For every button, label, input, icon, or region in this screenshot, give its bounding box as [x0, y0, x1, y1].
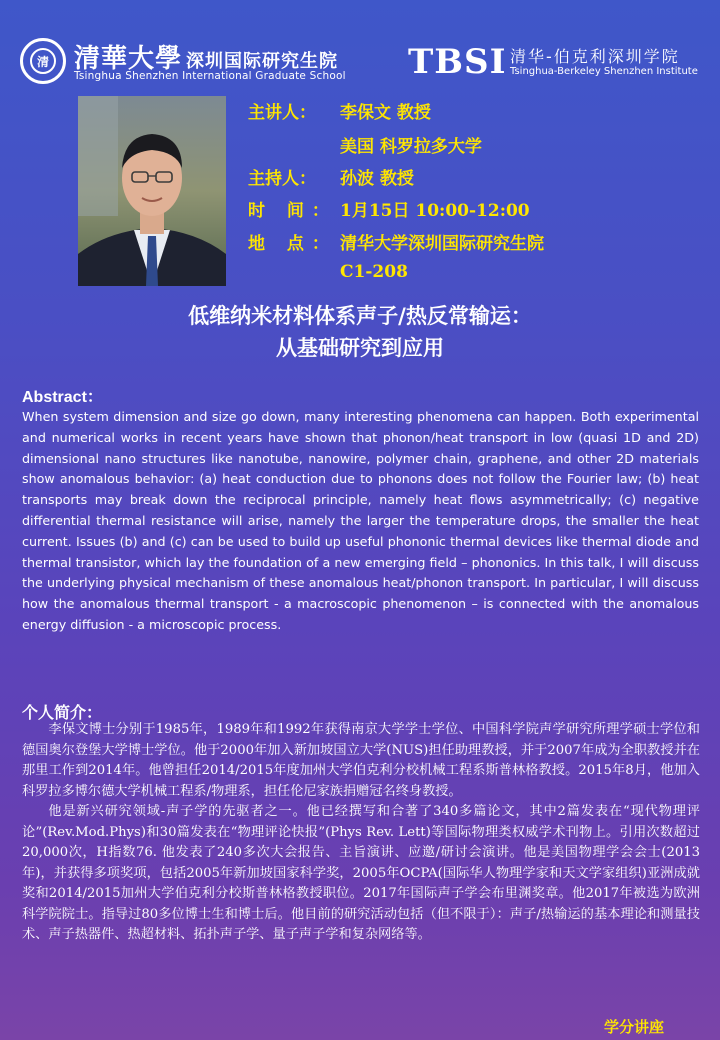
- title-line-2: 从基础研究到应用: [276, 335, 444, 360]
- tsinghua-seal-icon: [20, 38, 66, 84]
- place-value: 清华大学深圳国际研究生院: [340, 234, 544, 254]
- time-row: [248, 196, 530, 221]
- speaker-portrait-icon: [78, 96, 226, 286]
- abstract-heading: Abstract：: [22, 389, 103, 406]
- talk-title: [0, 300, 720, 364]
- bio-heading: 个人简介：: [22, 703, 103, 722]
- tsinghua-seal-center: 清: [30, 48, 56, 74]
- room-value: C1-208: [340, 262, 408, 282]
- speaker-label: 主讲人：: [248, 103, 316, 123]
- time-value: 1月15日 10:00-12:00: [340, 201, 530, 221]
- tsinghua-sub: 深圳国际研究生院: [186, 51, 339, 72]
- speaker-photo: [78, 96, 226, 286]
- place-label: 地 点：: [248, 234, 337, 254]
- bio-paragraph-2: 他是新兴研究领域-声子学的先驱者之一。他已经撰写和合著了340多篇论文，其中2篇发表在“现代物理评论”(Rev.Mod.Phys)和30篇发表在“物理评论快报”(Phys Rev. Lett)等国际物理类权威学术刊物上。引用次数超过20,000次，H指数76. 他发表了240多次大会报告、主旨演讲、应邀/研讨会演讲。他是美国物理学会会士(2013年)，并获得多项奖项，包括2005年新加坡国家科学奖，2005年OCPA(国际华人物理学家和天文学家组织)亚洲成就奖和2014/2015加州大学伯克利分校斯普林格教授职位。2017年国际声子学会布里渊奖章。他2017年被选为欧洲科学院院士。指导过80多位博士生和博士后。他目前的研究活动包括（但不限于）：声子/热输运的基本理论和测量技术、声子热器件、热超材料、拓扑声子学、量子声子学和复杂网络等。: [22, 804, 700, 942]
- tbsi-cn-name: 清华-伯克利深圳学院: [510, 47, 680, 66]
- title-line-1: 低维纳米材料体系声子/热反常输运：: [188, 303, 532, 328]
- tbsi-logo: TBSI: [408, 42, 507, 82]
- tbsi-en-name: Tsinghua-Berkeley Shenzhen Institute: [510, 66, 698, 77]
- bio-text: [22, 720, 700, 946]
- host-name: 孙波 教授: [340, 169, 414, 189]
- speaker-name: 李保文 教授: [340, 103, 431, 123]
- time-label: 时 间：: [248, 201, 337, 221]
- tsinghua-en-name: Tsinghua Shenzhen International Graduate School: [74, 70, 346, 82]
- abstract-text: When system dimension and size go down, many interesting phenomena can happen. Both experimental and numerical works in recent years have shown that phonon/heat transport in low (quasi 1D and 2D) dimensional nano structures like nanotube, nanowire, polymer chain, graphene, and other 2D materials show anomalous behavior: (a) heat conduction due to phonons does not follow the Fourier law; (b) heat transports may break down the reciprocal principle, namely heat flows asymmetrically; (c) negative differential thermal resistance will arise, namely the larger the temperature drops, the smaller the heat current. Issues (b) and (c) can be used to build up useful phononic thermal devices like thermal diode and thermal transistor, which lay the foundation of a new emerging field – phononics. In this talk, I will discuss the underlying physical mechanism of these anomalous heat/phonon transport. In particular, I will discuss how the anomalous thermal transport - a macroscopic phenomenon – is connected with the anomalous energy diffusion - a microscopic process.: [22, 409, 699, 632]
- credit-lecture-tag: 学分讲座: [604, 1018, 665, 1036]
- bio-paragraph-1: 李保文博士分别于1985年，1989年和1992年获得南京大学学士学位、中国科学院声学研究所理学硕士学位和德国奥尔登堡大学博士学位。他于2000年加入新加坡国立大学(NUS)担任助理教授，并于2007年成为全职教授并在那里工作到2014年。他曾担任2014/2015年度加州大学伯克利分校机械工程系斯普林格教授。2015年8月，他加入科罗拉多博尔德大学机械工程系/物理系，担任伦尼家族捐赠冠名终身教授。: [22, 722, 700, 799]
- place-row: [248, 229, 544, 254]
- host-label: 主持人：: [248, 169, 316, 189]
- speaker-row: [248, 98, 431, 123]
- affiliation: 美国 科罗拉多大学: [340, 137, 482, 157]
- host-row: [248, 164, 414, 189]
- tsinghua-name: 清華大學: [74, 44, 183, 74]
- header: [0, 0, 720, 92]
